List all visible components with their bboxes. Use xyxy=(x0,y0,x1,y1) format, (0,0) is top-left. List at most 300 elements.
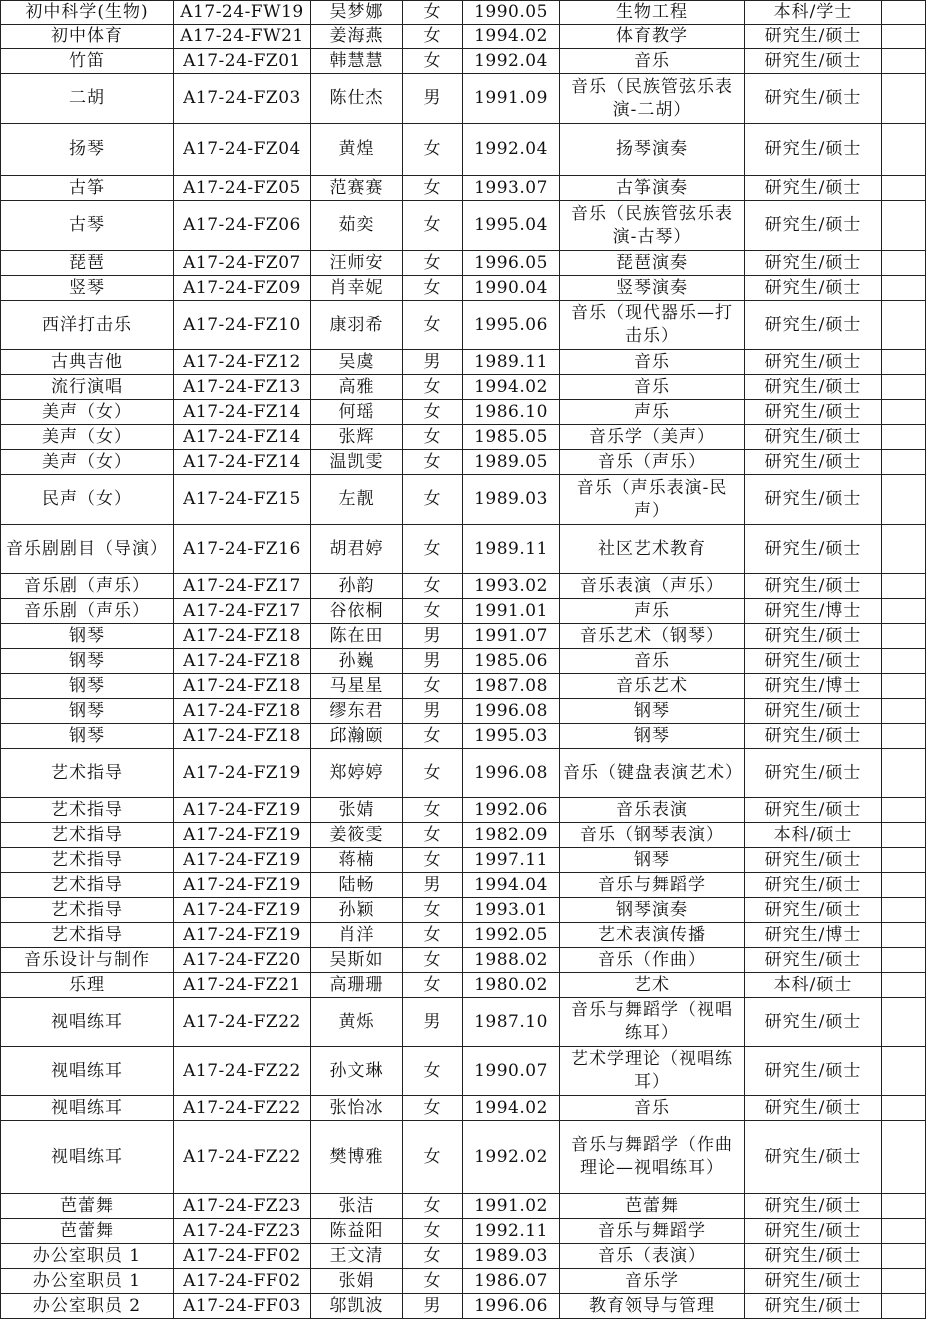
position-cell: 艺术指导 xyxy=(1,873,174,898)
gender-cell: 男 xyxy=(403,998,463,1047)
empty-cell xyxy=(882,425,926,450)
gender-cell: 女 xyxy=(403,848,463,873)
birth-cell: 1995.04 xyxy=(463,201,560,251)
position-cell: 视唱练耳 xyxy=(1,1121,174,1194)
code-cell: A17-24-FZ18 xyxy=(174,624,311,649)
table-row xyxy=(1,251,926,276)
birth-cell: 1989.03 xyxy=(463,1244,560,1269)
birth-cell: 1991.07 xyxy=(463,624,560,649)
table-row xyxy=(1,923,926,948)
birth-cell: 1995.06 xyxy=(463,301,560,350)
empty-cell xyxy=(882,599,926,624)
name-cell: 邬凯波 xyxy=(311,1294,403,1319)
gender-cell: 男 xyxy=(403,1294,463,1319)
code-cell: A17-24-FZ20 xyxy=(174,948,311,973)
position-cell: 音乐设计与制作 xyxy=(1,948,174,973)
degree-cell: 研究生/硕士 xyxy=(745,350,882,375)
empty-cell xyxy=(882,176,926,201)
position-cell: 办公室职员 1 xyxy=(1,1269,174,1294)
empty-cell xyxy=(882,1219,926,1244)
table-row xyxy=(1,74,926,124)
degree-cell: 研究生/硕士 xyxy=(745,400,882,425)
table-row xyxy=(1,674,926,699)
major-cell: 音乐（现代器乐—打击乐） xyxy=(560,301,745,350)
gender-cell: 女 xyxy=(403,201,463,251)
code-cell: A17-24-FZ19 xyxy=(174,823,311,848)
name-cell: 温凯雯 xyxy=(311,450,403,475)
major-cell: 生物工程 xyxy=(560,1,745,25)
gender-cell: 女 xyxy=(403,823,463,848)
name-cell: 高珊珊 xyxy=(311,973,403,998)
empty-cell xyxy=(882,400,926,425)
birth-cell: 1992.04 xyxy=(463,49,560,74)
birth-cell: 1989.11 xyxy=(463,350,560,375)
birth-cell: 1992.05 xyxy=(463,923,560,948)
empty-cell xyxy=(882,1294,926,1319)
major-cell: 音乐与舞蹈学 xyxy=(560,873,745,898)
table-row xyxy=(1,475,926,525)
degree-cell: 研究生/博士 xyxy=(745,674,882,699)
name-cell: 吴虞 xyxy=(311,350,403,375)
birth-cell: 1987.08 xyxy=(463,674,560,699)
position-cell: 竹笛 xyxy=(1,49,174,74)
code-cell: A17-24-FF02 xyxy=(174,1244,311,1269)
code-cell: A17-24-FF02 xyxy=(174,1269,311,1294)
birth-cell: 1991.09 xyxy=(463,74,560,124)
degree-cell: 研究生/硕士 xyxy=(745,749,882,798)
degree-cell: 研究生/硕士 xyxy=(745,176,882,201)
birth-cell: 1991.01 xyxy=(463,599,560,624)
name-cell: 陆畅 xyxy=(311,873,403,898)
empty-cell xyxy=(882,525,926,574)
gender-cell: 女 xyxy=(403,400,463,425)
position-cell: 办公室职员 1 xyxy=(1,1244,174,1269)
table-row xyxy=(1,375,926,400)
table-row xyxy=(1,301,926,350)
gender-cell: 男 xyxy=(403,624,463,649)
empty-cell xyxy=(882,1,926,25)
major-cell: 音乐（民族管弦乐表演-二胡） xyxy=(560,74,745,124)
major-cell: 艺术 xyxy=(560,973,745,998)
empty-cell xyxy=(882,1121,926,1194)
name-cell: 张婧 xyxy=(311,798,403,823)
degree-cell: 研究生/硕士 xyxy=(745,475,882,525)
name-cell: 韩慧慧 xyxy=(311,49,403,74)
major-cell: 芭蕾舞 xyxy=(560,1194,745,1219)
birth-cell: 1988.02 xyxy=(463,948,560,973)
position-cell: 美声（女） xyxy=(1,425,174,450)
birth-cell: 1993.07 xyxy=(463,176,560,201)
gender-cell: 女 xyxy=(403,251,463,276)
position-cell: 视唱练耳 xyxy=(1,998,174,1047)
birth-cell: 1992.04 xyxy=(463,124,560,176)
position-cell: 芭蕾舞 xyxy=(1,1219,174,1244)
name-cell: 范赛赛 xyxy=(311,176,403,201)
gender-cell: 女 xyxy=(403,375,463,400)
empty-cell xyxy=(882,973,926,998)
degree-cell: 研究生/硕士 xyxy=(745,1269,882,1294)
degree-cell: 本科/硕士 xyxy=(745,823,882,848)
empty-cell xyxy=(882,574,926,599)
name-cell: 姜筱雯 xyxy=(311,823,403,848)
name-cell: 孙文琳 xyxy=(311,1047,403,1096)
gender-cell: 男 xyxy=(403,649,463,674)
position-cell: 艺术指导 xyxy=(1,749,174,798)
position-cell: 古筝 xyxy=(1,176,174,201)
position-cell: 西洋打击乐 xyxy=(1,301,174,350)
major-cell: 音乐（声乐） xyxy=(560,450,745,475)
degree-cell: 研究生/硕士 xyxy=(745,798,882,823)
birth-cell: 1993.01 xyxy=(463,898,560,923)
degree-cell: 研究生/硕士 xyxy=(745,724,882,749)
code-cell: A17-24-FZ18 xyxy=(174,724,311,749)
code-cell: A17-24-FZ16 xyxy=(174,525,311,574)
table-row xyxy=(1,798,926,823)
name-cell: 孙韵 xyxy=(311,574,403,599)
position-cell: 音乐剧（声乐） xyxy=(1,599,174,624)
table-row xyxy=(1,898,926,923)
major-cell: 钢琴 xyxy=(560,724,745,749)
degree-cell: 研究生/硕士 xyxy=(745,276,882,301)
degree-cell: 研究生/硕士 xyxy=(745,848,882,873)
code-cell: A17-24-FZ22 xyxy=(174,1121,311,1194)
major-cell: 琵琶演奏 xyxy=(560,251,745,276)
gender-cell: 女 xyxy=(403,923,463,948)
name-cell: 何瑶 xyxy=(311,400,403,425)
table-row xyxy=(1,749,926,798)
empty-cell xyxy=(882,375,926,400)
position-cell: 钢琴 xyxy=(1,674,174,699)
position-cell: 视唱练耳 xyxy=(1,1096,174,1121)
birth-cell: 1997.11 xyxy=(463,848,560,873)
table-row xyxy=(1,998,926,1047)
empty-cell xyxy=(882,201,926,251)
position-cell: 古典吉他 xyxy=(1,350,174,375)
name-cell: 左靓 xyxy=(311,475,403,525)
table-row xyxy=(1,1,926,25)
name-cell: 缪东君 xyxy=(311,699,403,724)
position-cell: 视唱练耳 xyxy=(1,1047,174,1096)
empty-cell xyxy=(882,350,926,375)
position-cell: 美声（女） xyxy=(1,450,174,475)
empty-cell xyxy=(882,475,926,525)
empty-cell xyxy=(882,251,926,276)
table-row xyxy=(1,400,926,425)
empty-cell xyxy=(882,948,926,973)
degree-cell: 研究生/博士 xyxy=(745,599,882,624)
degree-cell: 研究生/硕士 xyxy=(745,1244,882,1269)
degree-cell: 研究生/硕士 xyxy=(745,1219,882,1244)
degree-cell: 研究生/硕士 xyxy=(745,1096,882,1121)
major-cell: 音乐与舞蹈学（视唱练耳） xyxy=(560,998,745,1047)
major-cell: 声乐 xyxy=(560,400,745,425)
gender-cell: 女 xyxy=(403,1047,463,1096)
position-cell: 琵琶 xyxy=(1,251,174,276)
empty-cell xyxy=(882,998,926,1047)
gender-cell: 女 xyxy=(403,1219,463,1244)
empty-cell xyxy=(882,674,926,699)
name-cell: 陈仕杰 xyxy=(311,74,403,124)
name-cell: 陈益阳 xyxy=(311,1219,403,1244)
empty-cell xyxy=(882,873,926,898)
major-cell: 音乐 xyxy=(560,375,745,400)
empty-cell xyxy=(882,823,926,848)
name-cell: 张辉 xyxy=(311,425,403,450)
position-cell: 艺术指导 xyxy=(1,848,174,873)
code-cell: A17-24-FZ17 xyxy=(174,599,311,624)
major-cell: 艺术学理论（视唱练耳） xyxy=(560,1047,745,1096)
code-cell: A17-24-FZ17 xyxy=(174,574,311,599)
table-row xyxy=(1,699,926,724)
major-cell: 音乐 xyxy=(560,350,745,375)
gender-cell: 女 xyxy=(403,1096,463,1121)
birth-cell: 1996.05 xyxy=(463,251,560,276)
code-cell: A17-24-FZ01 xyxy=(174,49,311,74)
empty-cell xyxy=(882,798,926,823)
major-cell: 音乐表演 xyxy=(560,798,745,823)
name-cell: 陈在田 xyxy=(311,624,403,649)
name-cell: 姜海燕 xyxy=(311,25,403,49)
code-cell: A17-24-FZ19 xyxy=(174,923,311,948)
table-row xyxy=(1,276,926,301)
gender-cell: 女 xyxy=(403,599,463,624)
position-cell: 古琴 xyxy=(1,201,174,251)
birth-cell: 1989.03 xyxy=(463,475,560,525)
name-cell: 马星星 xyxy=(311,674,403,699)
birth-cell: 1996.06 xyxy=(463,1294,560,1319)
table-row xyxy=(1,350,926,375)
empty-cell xyxy=(882,699,926,724)
gender-cell: 女 xyxy=(403,1194,463,1219)
name-cell: 张娟 xyxy=(311,1269,403,1294)
degree-cell: 本科/硕士 xyxy=(745,973,882,998)
birth-cell: 1985.06 xyxy=(463,649,560,674)
code-cell: A17-24-FZ07 xyxy=(174,251,311,276)
major-cell: 音乐与舞蹈学（作曲理论—视唱练耳） xyxy=(560,1121,745,1194)
gender-cell: 女 xyxy=(403,276,463,301)
empty-cell xyxy=(882,301,926,350)
birth-cell: 1991.02 xyxy=(463,1194,560,1219)
gender-cell: 女 xyxy=(403,450,463,475)
table-row xyxy=(1,1244,926,1269)
major-cell: 音乐艺术（钢琴） xyxy=(560,624,745,649)
degree-cell: 研究生/硕士 xyxy=(745,873,882,898)
name-cell: 黄煌 xyxy=(311,124,403,176)
birth-cell: 1990.07 xyxy=(463,1047,560,1096)
gender-cell: 男 xyxy=(403,873,463,898)
birth-cell: 1985.05 xyxy=(463,425,560,450)
position-cell: 钢琴 xyxy=(1,649,174,674)
code-cell: A17-24-FF03 xyxy=(174,1294,311,1319)
name-cell: 张怡冰 xyxy=(311,1096,403,1121)
major-cell: 竖琴演奏 xyxy=(560,276,745,301)
position-cell: 芭蕾舞 xyxy=(1,1194,174,1219)
degree-cell: 研究生/硕士 xyxy=(745,624,882,649)
name-cell: 高雅 xyxy=(311,375,403,400)
table-row xyxy=(1,724,926,749)
name-cell: 康羽希 xyxy=(311,301,403,350)
name-cell: 汪师安 xyxy=(311,251,403,276)
gender-cell: 女 xyxy=(403,25,463,49)
degree-cell: 研究生/硕士 xyxy=(745,649,882,674)
position-cell: 钢琴 xyxy=(1,624,174,649)
name-cell: 胡君婷 xyxy=(311,525,403,574)
gender-cell: 女 xyxy=(403,898,463,923)
gender-cell: 女 xyxy=(403,1244,463,1269)
gender-cell: 女 xyxy=(403,948,463,973)
table-row xyxy=(1,450,926,475)
degree-cell: 研究生/硕士 xyxy=(745,574,882,599)
empty-cell xyxy=(882,898,926,923)
code-cell: A17-24-FZ19 xyxy=(174,749,311,798)
code-cell: A17-24-FZ21 xyxy=(174,973,311,998)
position-cell: 钢琴 xyxy=(1,724,174,749)
name-cell: 邱瀚颐 xyxy=(311,724,403,749)
table-row xyxy=(1,124,926,176)
gender-cell: 女 xyxy=(403,49,463,74)
major-cell: 音乐学 xyxy=(560,1269,745,1294)
table-row xyxy=(1,425,926,450)
degree-cell: 研究生/硕士 xyxy=(745,201,882,251)
code-cell: A17-24-FZ09 xyxy=(174,276,311,301)
table-row xyxy=(1,49,926,74)
empty-cell xyxy=(882,848,926,873)
birth-cell: 1994.02 xyxy=(463,375,560,400)
code-cell: A17-24-FZ18 xyxy=(174,649,311,674)
birth-cell: 1992.02 xyxy=(463,1121,560,1194)
birth-cell: 1996.08 xyxy=(463,749,560,798)
position-cell: 艺术指导 xyxy=(1,923,174,948)
degree-cell: 本科/学士 xyxy=(745,1,882,25)
degree-cell: 研究生/硕士 xyxy=(745,699,882,724)
degree-cell: 研究生/硕士 xyxy=(745,525,882,574)
position-cell: 艺术指导 xyxy=(1,898,174,923)
birth-cell: 1990.05 xyxy=(463,1,560,25)
gender-cell: 男 xyxy=(403,699,463,724)
gender-cell: 男 xyxy=(403,350,463,375)
code-cell: A17-24-FZ06 xyxy=(174,201,311,251)
major-cell: 古筝演奏 xyxy=(560,176,745,201)
table-row xyxy=(1,574,926,599)
birth-cell: 1982.09 xyxy=(463,823,560,848)
empty-cell xyxy=(882,1096,926,1121)
gender-cell: 男 xyxy=(403,74,463,124)
degree-cell: 研究生/硕士 xyxy=(745,425,882,450)
name-cell: 孙颖 xyxy=(311,898,403,923)
major-cell: 社区艺术教育 xyxy=(560,525,745,574)
degree-cell: 研究生/硕士 xyxy=(745,25,882,49)
major-cell: 音乐 xyxy=(560,649,745,674)
gender-cell: 女 xyxy=(403,1,463,25)
major-cell: 钢琴 xyxy=(560,848,745,873)
major-cell: 音乐（民族管弦乐表演-古琴） xyxy=(560,201,745,251)
code-cell: A17-24-FZ12 xyxy=(174,350,311,375)
table-row xyxy=(1,1096,926,1121)
position-cell: 办公室职员 2 xyxy=(1,1294,174,1319)
empty-cell xyxy=(882,1194,926,1219)
gender-cell: 女 xyxy=(403,1269,463,1294)
major-cell: 音乐与舞蹈学 xyxy=(560,1219,745,1244)
major-cell: 钢琴演奏 xyxy=(560,898,745,923)
position-cell: 艺术指导 xyxy=(1,798,174,823)
gender-cell: 女 xyxy=(403,724,463,749)
code-cell: A17-24-FZ14 xyxy=(174,450,311,475)
code-cell: A17-24-FZ23 xyxy=(174,1194,311,1219)
degree-cell: 研究生/硕士 xyxy=(745,998,882,1047)
degree-cell: 研究生/博士 xyxy=(745,923,882,948)
gender-cell: 女 xyxy=(403,475,463,525)
name-cell: 张洁 xyxy=(311,1194,403,1219)
major-cell: 音乐（声乐表演-民声） xyxy=(560,475,745,525)
code-cell: A17-24-FZ19 xyxy=(174,873,311,898)
table-row xyxy=(1,1269,926,1294)
name-cell: 吴斯如 xyxy=(311,948,403,973)
major-cell: 音乐（键盘表演艺术） xyxy=(560,749,745,798)
birth-cell: 1989.11 xyxy=(463,525,560,574)
gender-cell: 女 xyxy=(403,1121,463,1194)
table-row xyxy=(1,823,926,848)
name-cell: 茹奕 xyxy=(311,201,403,251)
major-cell: 钢琴 xyxy=(560,699,745,724)
degree-cell: 研究生/硕士 xyxy=(745,1194,882,1219)
code-cell: A17-24-FZ04 xyxy=(174,124,311,176)
position-cell: 钢琴 xyxy=(1,699,174,724)
code-cell: A17-24-FZ14 xyxy=(174,400,311,425)
code-cell: A17-24-FZ23 xyxy=(174,1219,311,1244)
table-body xyxy=(1,1,926,1319)
gender-cell: 女 xyxy=(403,973,463,998)
empty-cell xyxy=(882,1047,926,1096)
empty-cell xyxy=(882,749,926,798)
table-row xyxy=(1,1194,926,1219)
table-row xyxy=(1,599,926,624)
gender-cell: 女 xyxy=(403,176,463,201)
table-row xyxy=(1,201,926,251)
degree-cell: 研究生/硕士 xyxy=(745,898,882,923)
major-cell: 音乐（作曲） xyxy=(560,948,745,973)
name-cell: 王文清 xyxy=(311,1244,403,1269)
major-cell: 音乐 xyxy=(560,49,745,74)
position-cell: 流行演唱 xyxy=(1,375,174,400)
major-cell: 声乐 xyxy=(560,599,745,624)
degree-cell: 研究生/硕士 xyxy=(745,1121,882,1194)
degree-cell: 研究生/硕士 xyxy=(745,1294,882,1319)
position-cell: 美声（女） xyxy=(1,400,174,425)
major-cell: 教育领导与管理 xyxy=(560,1294,745,1319)
gender-cell: 女 xyxy=(403,124,463,176)
table-row xyxy=(1,1294,926,1319)
code-cell: A17-24-FZ22 xyxy=(174,1096,311,1121)
position-cell: 音乐剧（声乐） xyxy=(1,574,174,599)
major-cell: 音乐表演（声乐） xyxy=(560,574,745,599)
code-cell: A17-24-FZ15 xyxy=(174,475,311,525)
position-cell: 初中体育 xyxy=(1,25,174,49)
gender-cell: 女 xyxy=(403,749,463,798)
code-cell: A17-24-FZ19 xyxy=(174,798,311,823)
name-cell: 肖幸妮 xyxy=(311,276,403,301)
degree-cell: 研究生/硕士 xyxy=(745,49,882,74)
table-row xyxy=(1,649,926,674)
position-cell: 艺术指导 xyxy=(1,823,174,848)
table-row xyxy=(1,948,926,973)
major-cell: 音乐（表演） xyxy=(560,1244,745,1269)
degree-cell: 研究生/硕士 xyxy=(745,124,882,176)
code-cell: A17-24-FZ14 xyxy=(174,425,311,450)
empty-cell xyxy=(882,1244,926,1269)
major-cell: 音乐学（美声） xyxy=(560,425,745,450)
table-row xyxy=(1,1121,926,1194)
birth-cell: 1986.07 xyxy=(463,1269,560,1294)
